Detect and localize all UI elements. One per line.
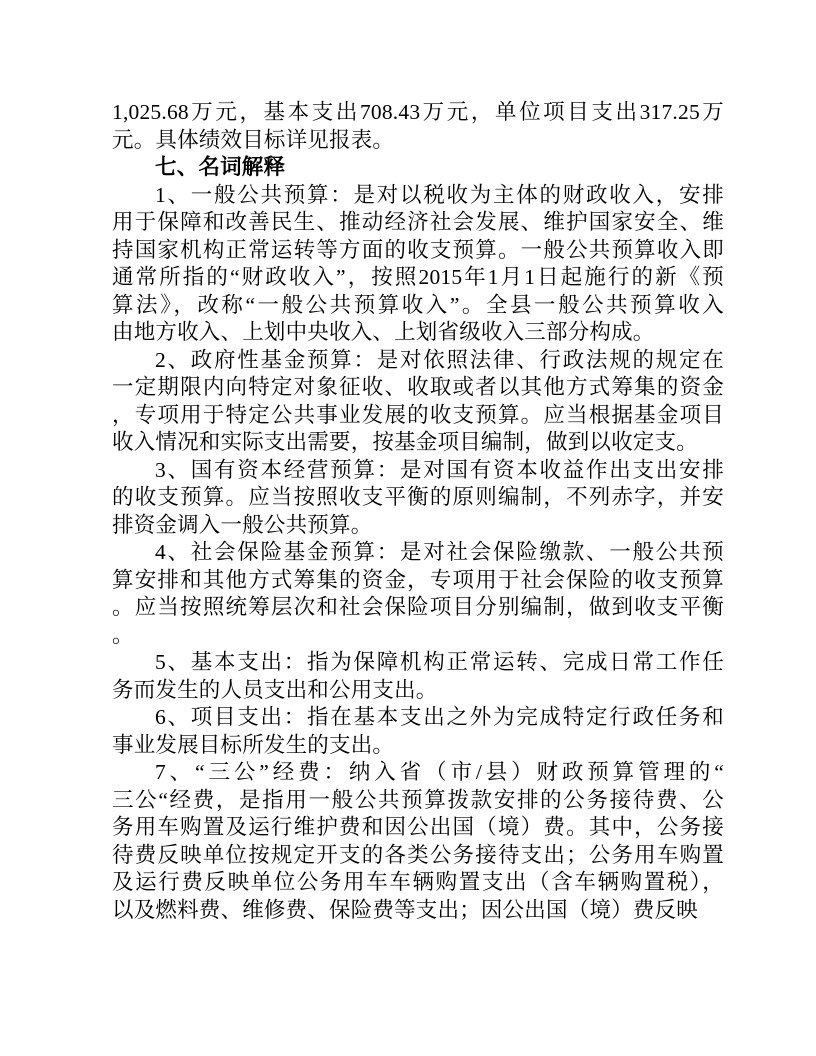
text-line: 元。具体绩效目标详见报表。	[112, 127, 395, 152]
text-line: 用于保障和改善民生、推动经济社会发展、维护国家安全、维	[112, 210, 724, 234]
text-line: 算法》，改称“一般公共预算收入”。全县一般公共预算收入	[112, 292, 724, 317]
text-line: 。	[112, 622, 134, 647]
text-line: 以及燃料费、维修费、保险费等支出；因公出国（境）费反映	[112, 897, 698, 922]
text-line: 3、国有资本经营预算：是对国有资本收益作出支出安排	[155, 457, 724, 482]
paragraph	[112, 457, 724, 540]
text-line: 排资金调入一般公共预算。	[112, 512, 373, 537]
text-line: 七、名词解释	[155, 155, 286, 179]
paragraph	[112, 704, 724, 759]
paragraph	[112, 99, 724, 154]
text-line: 一定期限内向特定对象征收、收取或者以其他方式筹集的资金	[112, 375, 724, 399]
text-line: 4、社会保险基金预算：是对社会保险缴款、一般公共预	[155, 540, 724, 564]
text-line: 务用车购置及运行维护费和因公出国（境）费。其中，公务接	[112, 815, 724, 839]
text-line: 6、项目支出：指在基本支出之外为完成特定行政任务和	[155, 705, 724, 729]
paragraph	[112, 759, 724, 924]
paragraph	[112, 182, 724, 347]
text-line: 待费反映单位按规定开支的各类公务接待支出；公务用车购置	[112, 842, 724, 867]
paragraph	[112, 347, 724, 457]
text-line: 的收支预算。应当按照收支平衡的原则编制，不列赤字，并安	[112, 485, 724, 509]
text-line: 持国家机构正常运转等方面的收支预算。一般公共预算收入即	[112, 237, 724, 262]
text-line: 1、一般公共预算：是对以税收为主体的财政收入，安排	[155, 182, 724, 207]
text-line: 算安排和其他方式筹集的资金，专项用于社会保险的收支预算	[112, 567, 724, 592]
text-line: 及运行费反映单位公务用车车辆购置支出（含车辆购置税），	[112, 870, 724, 894]
section-heading	[112, 154, 724, 182]
text-line: 通常所指的“财政收入”，按照2015年1月1日起施行的新《预	[112, 265, 724, 289]
text-line: ，专项用于特定公共事业发展的收支预算。应当根据基金项目	[112, 402, 724, 427]
text-line: 5、基本支出：指为保障机构正常运转、完成日常工作任	[155, 650, 724, 674]
text-line: 收入情况和实际支出需要，按基金项目编制，做到以收定支。	[112, 430, 698, 454]
text-block	[112, 99, 724, 924]
paragraph	[112, 649, 724, 704]
text-line: 三公“经费，是指用一般公共预算拨款安排的公务接待费、公	[112, 787, 724, 812]
text-line: 2、政府性基金预算：是对依照法律、行政法规的规定在	[155, 347, 724, 372]
text-line: 。应当按照统筹层次和社会保险项目分别编制，做到收支平衡	[112, 595, 724, 619]
text-line: 7、“三公”经费：纳入省（市/县）财政预算管理的“	[155, 760, 724, 784]
paragraph	[112, 539, 724, 649]
text-line: 务而发生的人员支出和公用支出。	[112, 677, 438, 702]
text-line: 1,025.68万元，基本支出708.43万元，单位项目支出317.25万	[112, 100, 724, 124]
text-line: 事业发展目标所发生的支出。	[112, 732, 395, 757]
text-line: 由地方收入、上划中央收入、上划省级收入三部分构成。	[112, 320, 655, 344]
